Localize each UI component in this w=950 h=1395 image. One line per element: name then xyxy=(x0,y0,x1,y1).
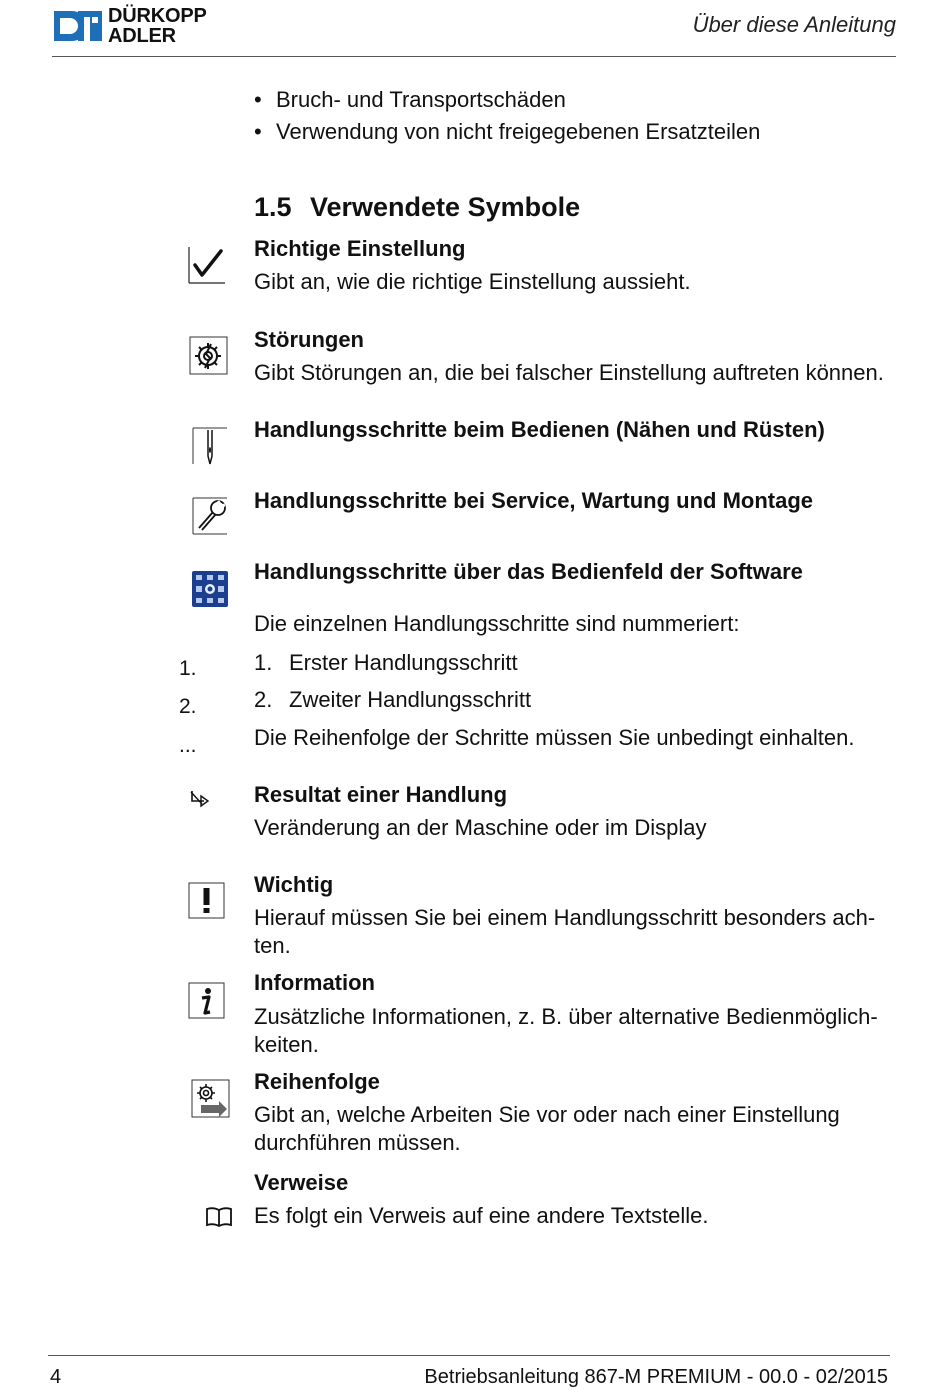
check-icon xyxy=(187,245,227,285)
bullet-item: • Verwendung von nicht freigegebenen Ersatzteilen xyxy=(254,116,894,148)
logo-text-line1: DÜRKOPP xyxy=(108,5,207,27)
entry-title-result: Resultat einer Handlung xyxy=(254,782,508,807)
entry-title-software-steps: Handlungsschritte über das Bedienfeld der Software xyxy=(254,559,803,584)
entry-title-sequence: Reihenfolge xyxy=(254,1069,380,1094)
entry-title-faults: Störungen xyxy=(254,327,364,352)
step-text: Zweiter Handlungsschritt xyxy=(289,687,532,712)
entry-title-important: Wichtig xyxy=(254,872,334,897)
duerkopp-adler-logo xyxy=(52,3,232,49)
result-arrow-icon xyxy=(188,788,214,814)
entry-title-operating-steps: Handlungsschritte beim Bedienen (Nähen und Rüsten) xyxy=(254,417,825,442)
entry-text-faults: Gibt Störungen an, die bei falscher Einstellung auftreten können. xyxy=(254,360,884,385)
entry-text-sequence-line1: Gibt an, welche Arbeiten Sie vor oder nach einer Einstellung xyxy=(254,1102,840,1127)
exclamation-icon xyxy=(188,882,226,920)
step-item xyxy=(254,650,518,676)
entry-title-references: Verweise xyxy=(254,1170,349,1195)
margin-number: 2. xyxy=(179,695,197,718)
entry-text-information-line1: Zusätzliche Informationen, z. B. über alternative Bedienmöglich- xyxy=(254,1004,878,1029)
section-heading xyxy=(254,192,580,223)
entry-text-references: Es folgt ein Verweis auf eine andere Textstelle. xyxy=(254,1203,709,1228)
logo-mark-icon xyxy=(52,3,104,49)
bullet-list xyxy=(254,84,894,148)
footer-divider xyxy=(48,1355,890,1356)
margin-number: 1. xyxy=(179,657,197,680)
control-panel-icon xyxy=(192,571,228,607)
entry-text-important-line1: Hierauf müssen Sie bei einem Handlungsschritt besonders ach- xyxy=(254,905,876,930)
header-divider xyxy=(52,56,896,57)
step-number: 2. xyxy=(254,687,273,712)
entry-title-service-steps: Handlungsschritte bei Service, Wartung und Montage xyxy=(254,488,814,513)
step-number: 1. xyxy=(254,650,273,675)
steps-note: Die Reihenfolge der Schritte müssen Sie unbedingt einhalten. xyxy=(254,725,855,750)
section-title: Verwendete Symbole xyxy=(310,192,581,222)
steps-intro: Die einzelnen Handlungsschritte sind nummeriert: xyxy=(254,611,740,636)
header-title: Über diese Anleitung xyxy=(692,12,896,37)
step-item xyxy=(254,687,531,713)
gear-arrow-icon xyxy=(191,1079,231,1119)
info-icon xyxy=(188,982,226,1020)
bullet-item: • Bruch- und Transportschäden xyxy=(254,84,894,116)
logo-text-line2: ADLER xyxy=(108,25,176,47)
entry-title-correct-setting: Richtige Einstellung xyxy=(254,236,466,261)
entry-text-result: Veränderung an der Maschine oder im Display xyxy=(254,815,707,840)
entry-title-information: Information xyxy=(254,970,375,995)
margin-ellipsis: ... xyxy=(179,734,197,757)
section-number: 1.5 xyxy=(254,192,292,222)
entry-text-information-line2: keiten. xyxy=(254,1032,319,1057)
step-text: Erster Handlungsschritt xyxy=(289,650,518,675)
book-icon xyxy=(205,1206,233,1228)
page-number: 4 xyxy=(50,1366,62,1388)
needle-icon xyxy=(191,426,231,466)
entry-text-correct-setting: Gibt an, wie die richtige Einstellung aussieht. xyxy=(254,269,691,294)
entry-text-sequence-line2: durchführen müssen. xyxy=(254,1130,461,1155)
broken-gear-icon xyxy=(189,336,229,376)
document-reference: Betriebsanleitung 867-M PREMIUM - 00.0 - 02/2015 xyxy=(424,1366,888,1388)
entry-text-important-line2: ten. xyxy=(254,933,291,958)
wrench-icon xyxy=(191,496,231,536)
